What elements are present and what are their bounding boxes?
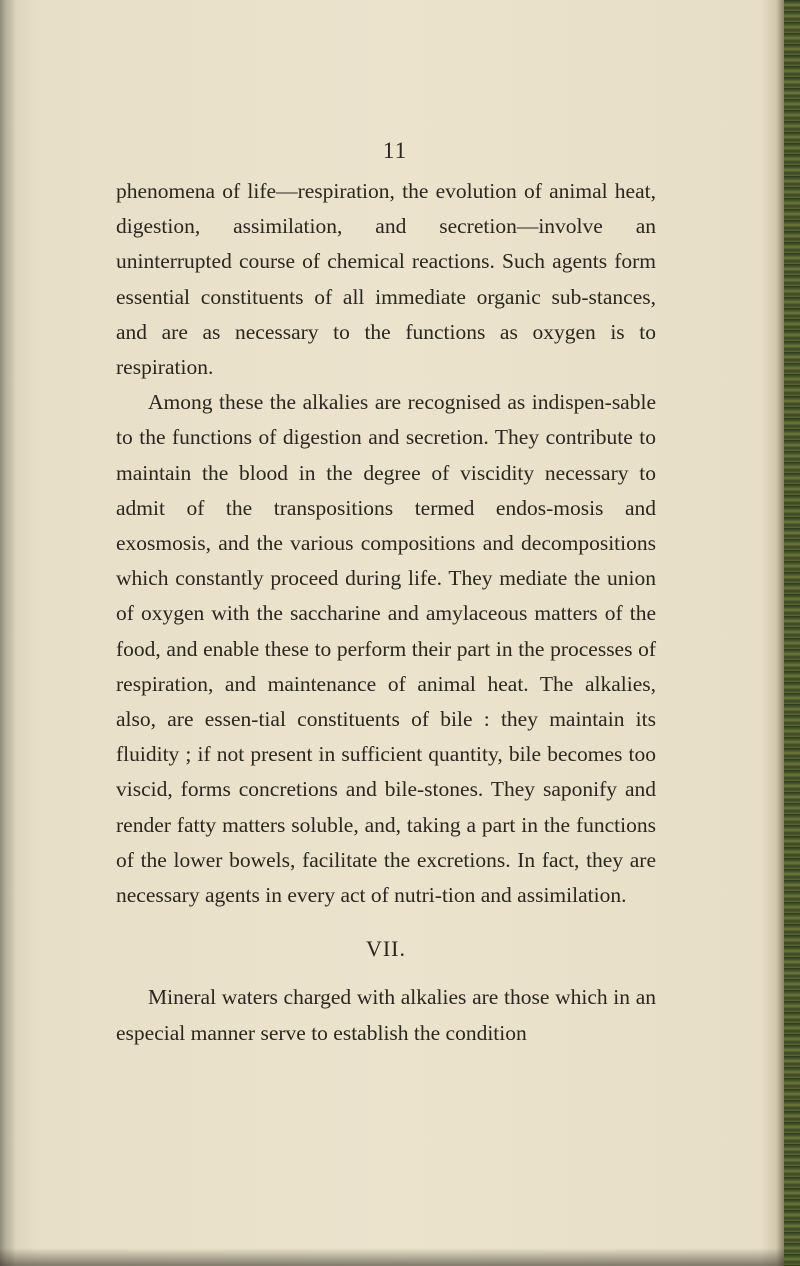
bottom-edge-shadow <box>0 1248 784 1266</box>
paragraph-mineral-waters: Mineral waters charged with alkalies are those which in an especial manner serve to establish the condition <box>116 985 656 1045</box>
section-heading: VII. <box>365 936 407 962</box>
paragraph-alkalies: Among these the alkalies are recognised as indispen-sable to the functions of digestion and secretion. They contribute to maintain the blood in the degree of viscidity necessary to admit of the transpositions termed endos-mosis and exosmosis, and the various compositions and decompositions which constantly proceed during life. They mediate the union of oxygen with the saccharine and amylaceous matters of the food, and enable these to perform their part in the processes of respiration, and maintenance of animal heat. The alkalies, also, are essen-tial constituents of bile : they maintain its fluidity ; if not present in sufficient quantity, bile becomes too viscid, forms concretions and bile-stones. They saponify and render fatty matters soluble, and, taking a part in the functions of the lower bowels, facilitate the excretions. In fact, they are necessary agents in every act of nutri-tion and assimilation. <box>116 390 656 908</box>
body-text <box>116 174 656 1051</box>
left-edge-shadow <box>0 0 16 1266</box>
spine-shadow <box>776 0 784 1266</box>
paragraph-continued: phenomena of life—respiration, the evolution of animal heat, digestion, assimilation, and secretion—involve an uninterrupted course of chemical reactions. Such agents form essential constituents of all immediate organic sub-stances, and are as necessary to the functions as oxygen is to respiration. <box>116 179 656 380</box>
page-number: 11 <box>382 138 408 163</box>
book-spine-edge <box>784 0 800 1266</box>
